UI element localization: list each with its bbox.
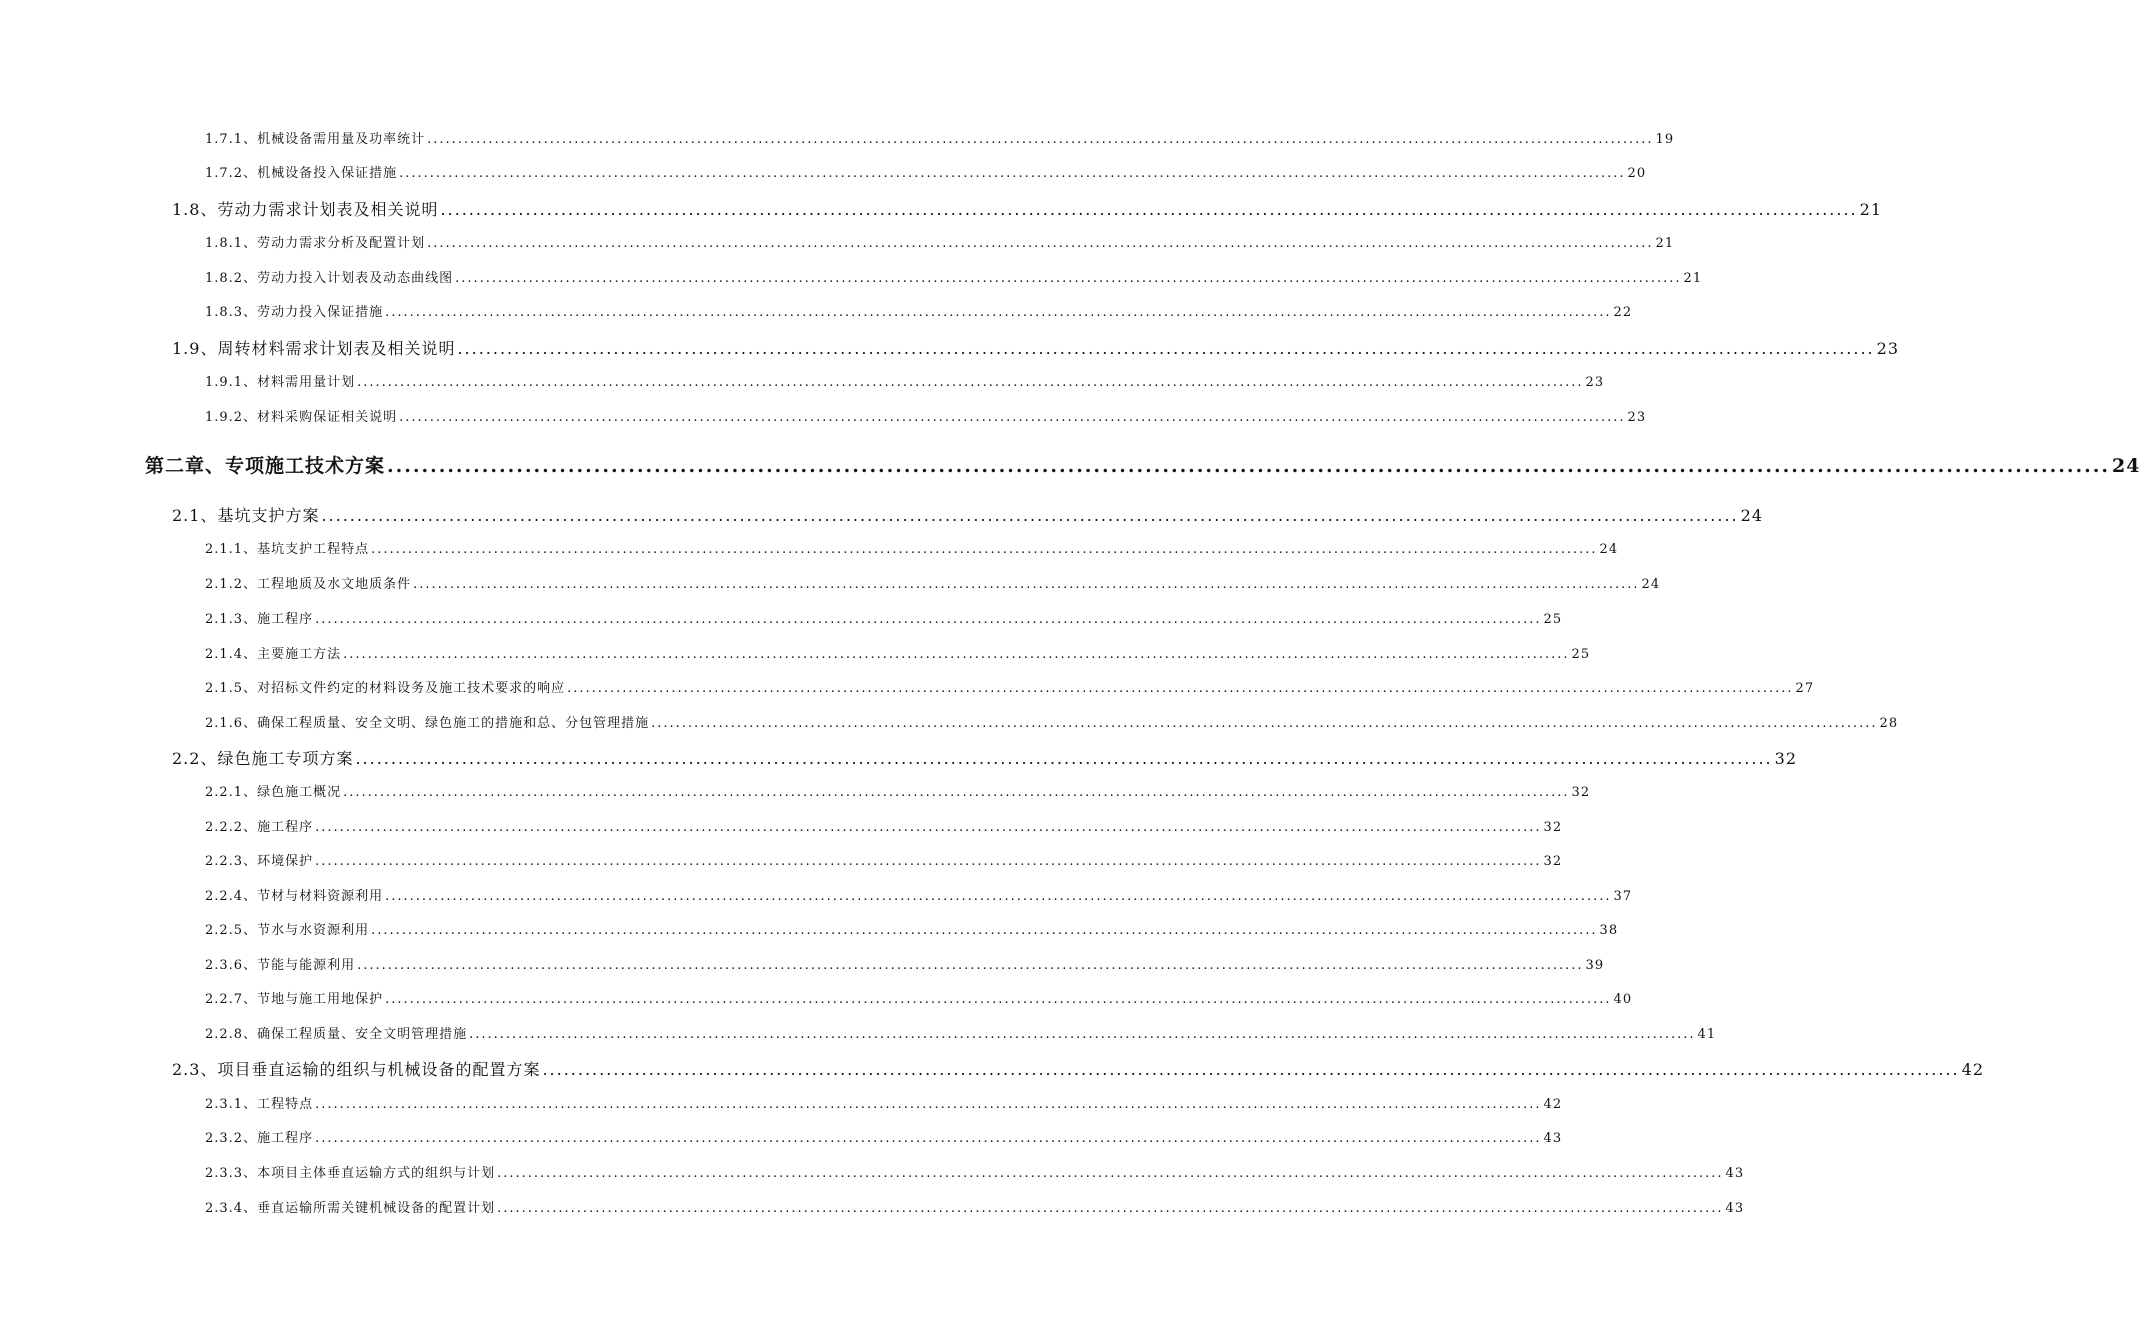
toc-entry-page: 28 <box>1879 716 1899 731</box>
toc-entry[interactable] <box>205 885 1633 904</box>
toc-entry[interactable] <box>205 301 1633 320</box>
toc-entry-page: 43 <box>1725 1166 1745 1181</box>
toc-entry[interactable] <box>205 1162 1745 1181</box>
toc-leader-dots: ........................................................................................................................................................................................................ <box>413 577 1640 592</box>
toc-entry-page: 20 <box>1627 166 1647 181</box>
toc-entry-page: 37 <box>1613 889 1633 904</box>
toc-leader-dots: ........................................................................................................................................................................................................ <box>399 410 1626 425</box>
toc-leader-dots: ........................................................................................................................................................................................................ <box>357 958 1584 973</box>
toc-entry-label: 2.2.8、确保工程质量、安全文明管理措施 <box>205 1027 468 1042</box>
toc-leader-dots: ........................................................................................................................................................................................................ <box>355 749 1773 768</box>
toc-entry-label: 2.2.4、节材与材料资源利用 <box>205 889 384 904</box>
toc-entry-page: 21 <box>1859 200 1882 219</box>
toc-entry-page: 24 <box>1740 506 1763 525</box>
toc-leader-dots: ........................................................................................................................................................................................................ <box>315 820 1542 835</box>
toc-entry-page: 39 <box>1585 958 1605 973</box>
toc-leader-dots: ........................................................................................................................................................................................................ <box>315 1097 1542 1112</box>
toc-leader-dots: ........................................................................................................................................................................................................ <box>469 1027 1696 1042</box>
toc-entry-page: 21 <box>1655 236 1675 251</box>
toc-entry-label: 1.7.2、机械设备投入保证措施 <box>205 166 398 181</box>
toc-entry-label: 2.2、绿色施工专项方案 <box>172 749 354 768</box>
toc-leader-dots: ........................................................................................................................................................................................................ <box>315 612 1542 627</box>
toc-leader-dots: ........................................................................................................................................................................................................ <box>455 271 1682 286</box>
toc-entry-page: 42 <box>1961 1060 1984 1079</box>
toc-leader-dots: ........................................................................................................................................................................................................ <box>457 339 1875 358</box>
toc-leader-dots: ........................................................................................................................................................................................................ <box>357 375 1584 390</box>
toc-entry[interactable] <box>205 371 1605 390</box>
toc-entry-page: 25 <box>1543 612 1563 627</box>
toc-entry-label: 2.3.2、施工程序 <box>205 1131 314 1146</box>
toc-entry-label: 2.1.5、对招标文件约定的材料设务及施工技术要求的响应 <box>205 681 566 696</box>
toc-entry-label: 1.8.1、劳动力需求分析及配置计划 <box>205 236 426 251</box>
toc-entry-page: 24 <box>2111 455 2140 477</box>
toc-entry-label: 2.3.4、垂直运输所需关键机械设备的配置计划 <box>205 1201 496 1216</box>
toc-entry-page: 42 <box>1543 1097 1563 1112</box>
toc-entry-label: 第二章、专项施工技术方案 <box>145 455 386 477</box>
toc-entry-page: 23 <box>1627 410 1647 425</box>
toc-entry[interactable] <box>205 954 1605 973</box>
toc-entry-label: 1.8、劳动力需求计划表及相关说明 <box>172 200 439 219</box>
toc-entry[interactable] <box>205 850 1563 869</box>
toc-entry-label: 1.9.1、材料需用量计划 <box>205 375 356 390</box>
toc-entry-label: 2.2.5、节水与水资源利用 <box>205 923 370 938</box>
toc-entry-page: 19 <box>1655 132 1675 147</box>
toc-leader-dots: ........................................................................................................................................................................................................ <box>343 647 1570 662</box>
toc-entry[interactable] <box>205 538 1619 557</box>
toc-entry[interactable] <box>205 232 1675 251</box>
toc-entry-page: 25 <box>1571 647 1591 662</box>
toc-leader-dots: ........................................................................................................................................................................................................ <box>343 785 1570 800</box>
toc-leader-dots: ........................................................................................................................................................................................................ <box>427 236 1654 251</box>
toc-entry[interactable] <box>145 451 2140 478</box>
toc-entry-label: 2.2.7、节地与施工用地保护 <box>205 992 384 1007</box>
toc-leader-dots: ........................................................................................................................................................................................................ <box>315 1131 1542 1146</box>
toc-entry-label: 1.9.2、材料采购保证相关说明 <box>205 410 398 425</box>
toc-entry[interactable] <box>205 816 1563 835</box>
toc-leader-dots: ........................................................................................................................................................................................................ <box>315 854 1542 869</box>
toc-entry[interactable] <box>205 1197 1745 1216</box>
toc-entry[interactable] <box>172 197 1882 220</box>
toc-entry-label: 2.1.3、施工程序 <box>205 612 314 627</box>
toc-entry-page: 40 <box>1613 992 1633 1007</box>
toc-entry[interactable] <box>205 988 1633 1007</box>
toc-entry-page: 22 <box>1613 305 1633 320</box>
toc-entry-label: 2.1.6、确保工程质量、安全文明、绿色施工的措施和总、分包管理措施 <box>205 716 650 731</box>
toc-entry[interactable] <box>205 608 1563 627</box>
toc-entry-label: 2.2.3、环境保护 <box>205 854 314 869</box>
toc-leader-dots: ........................................................................................................................................................................................................ <box>371 542 1598 557</box>
toc-entry-page: 32 <box>1571 785 1591 800</box>
toc-entry[interactable] <box>205 573 1661 592</box>
toc-entry-label: 2.1.1、基坑支护工程特点 <box>205 542 370 557</box>
toc-leader-dots: ........................................................................................................................................................................................................ <box>385 305 1612 320</box>
toc-entry-page: 24 <box>1641 577 1661 592</box>
toc-entry-page: 43 <box>1543 1131 1563 1146</box>
toc-entry-page: 21 <box>1683 271 1703 286</box>
toc-entry-label: 2.3.6、节能与能源利用 <box>205 958 356 973</box>
toc-entry-label: 2.1.2、工程地质及水文地质条件 <box>205 577 412 592</box>
toc-entry[interactable] <box>205 919 1619 938</box>
toc-entry[interactable] <box>205 406 1647 425</box>
toc-leader-dots: ........................................................................................................................................................................................................ <box>497 1166 1724 1181</box>
toc-entry-label: 1.8.2、劳动力投入计划表及动态曲线图 <box>205 271 454 286</box>
toc-entry-page: 43 <box>1725 1201 1745 1216</box>
toc-entry-label: 2.1.4、主要施工方法 <box>205 647 342 662</box>
toc-entry[interactable] <box>172 1057 1984 1080</box>
toc-entry[interactable] <box>205 128 1675 147</box>
toc-entry[interactable] <box>172 746 1797 769</box>
toc-entry[interactable] <box>205 643 1591 662</box>
toc-leader-dots: ........................................................................................................................................................................................................ <box>542 1060 1960 1079</box>
toc-entry-page: 32 <box>1543 820 1563 835</box>
toc-leader-dots: ........................................................................................................................................................................................................ <box>385 992 1612 1007</box>
toc-leader-dots: ........................................................................................................................................................................................................ <box>387 455 2110 477</box>
toc-leader-dots: ........................................................................................................................................................................................................ <box>399 166 1626 181</box>
toc-entry[interactable] <box>205 712 1899 731</box>
toc-entry-label: 1.9、周转材料需求计划表及相关说明 <box>172 339 456 358</box>
toc-entry[interactable] <box>172 503 1763 526</box>
toc-entry-page: 24 <box>1599 542 1619 557</box>
toc-leader-dots: ........................................................................................................................................................................................................ <box>567 681 1794 696</box>
toc-entry[interactable] <box>205 1127 1563 1146</box>
toc-entry-page: 38 <box>1599 923 1619 938</box>
toc-entry-page: 27 <box>1795 681 1815 696</box>
toc-leader-dots: ........................................................................................................................................................................................................ <box>651 716 1878 731</box>
toc-leader-dots: ........................................................................................................................................................................................................ <box>440 200 1858 219</box>
toc-entry-page: 41 <box>1697 1027 1717 1042</box>
toc-entry-label: 2.3.1、工程特点 <box>205 1097 314 1112</box>
toc-entry-label: 2.3、项目垂直运输的组织与机械设备的配置方案 <box>172 1060 541 1079</box>
toc-entry[interactable] <box>205 677 1815 696</box>
toc-entry-page: 32 <box>1774 749 1797 768</box>
toc-entry[interactable] <box>205 1023 1717 1042</box>
toc-entry-page: 23 <box>1876 339 1899 358</box>
toc-leader-dots: ........................................................................................................................................................................................................ <box>497 1201 1724 1216</box>
toc-entry-label: 1.7.1、机械设备需用量及功率统计 <box>205 132 426 147</box>
toc-entry[interactable] <box>205 162 1647 181</box>
toc-leader-dots: ........................................................................................................................................................................................................ <box>427 132 1654 147</box>
toc-leader-dots: ........................................................................................................................................................................................................ <box>371 923 1598 938</box>
toc-entry-page: 23 <box>1585 375 1605 390</box>
toc-leader-dots: ........................................................................................................................................................................................................ <box>385 889 1612 904</box>
toc-entry[interactable] <box>205 1093 1563 1112</box>
toc-entry[interactable] <box>172 336 1899 359</box>
toc-entry[interactable] <box>205 267 1703 286</box>
toc-entry-label: 2.2.1、绿色施工概况 <box>205 785 342 800</box>
toc-leader-dots: ........................................................................................................................................................................................................ <box>321 506 1739 525</box>
toc-entry[interactable] <box>205 781 1591 800</box>
toc-entry-label: 2.3.3、本项目主体垂直运输方式的组织与计划 <box>205 1166 496 1181</box>
toc-entry-label: 2.2.2、施工程序 <box>205 820 314 835</box>
toc-entry-label: 2.1、基坑支护方案 <box>172 506 320 525</box>
toc-entry-page: 32 <box>1543 854 1563 869</box>
toc-entry-label: 1.8.3、劳动力投入保证措施 <box>205 305 384 320</box>
